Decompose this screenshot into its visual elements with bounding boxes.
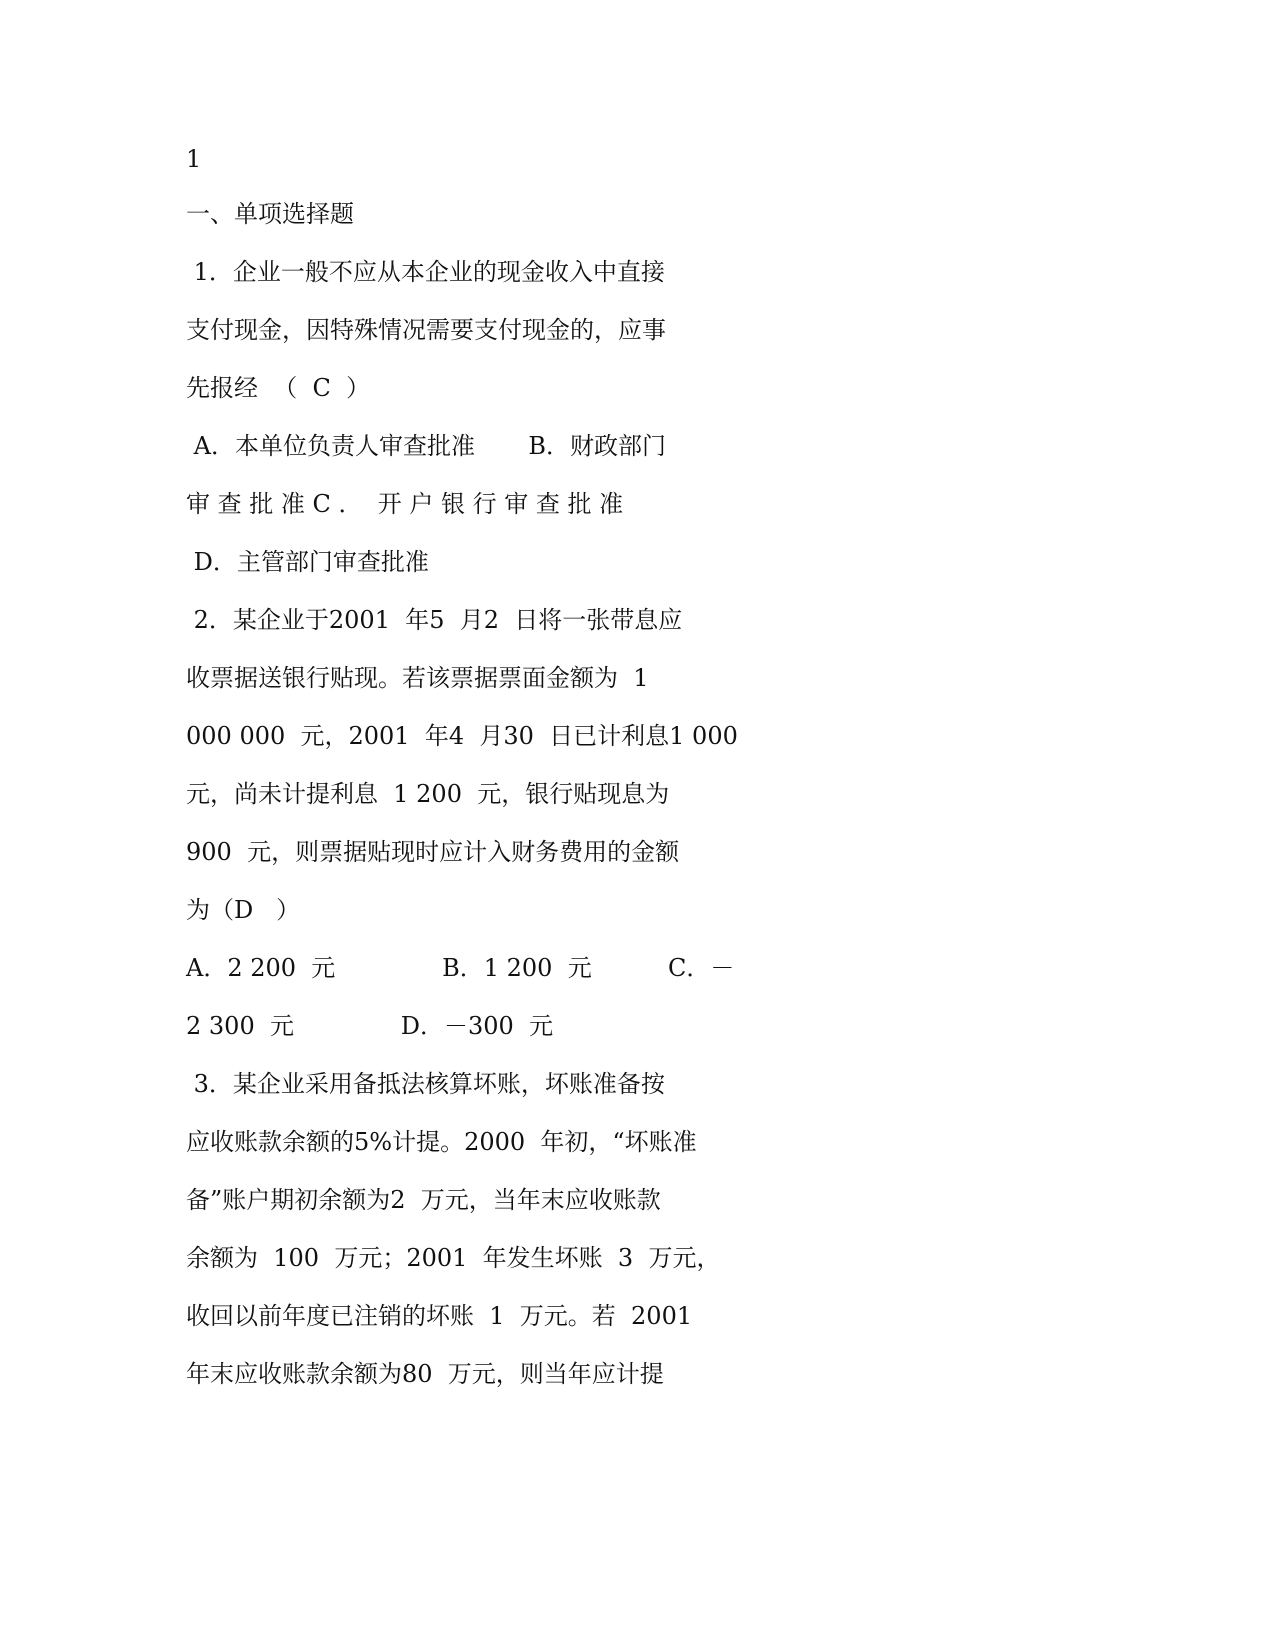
page-number: 1 <box>186 145 202 173</box>
text-line: 元，尚未计提利息 1 200 元，银行贴现息为 <box>186 780 670 808</box>
text-line: 先报经 （ C ） <box>186 374 371 402</box>
text-line: 为（D ） <box>186 896 301 924</box>
text-line: 000 000 元，2001 年4 月30 日已计利息1 000 <box>186 722 738 750</box>
text-line: 2．某企业于2001 年5 月2 日将一张带息应 <box>186 606 683 634</box>
text-line: 收回以前年度已注销的坏账 1 万元。若 2001 <box>186 1302 693 1330</box>
text-line: 900 元，则票据贴现时应计入财务费用的金额 <box>186 838 680 866</box>
text-line: 支付现金，因特殊情况需要支付现金的，应事 <box>186 316 666 344</box>
text-line: 审 查 批 准 C ． 开 户 银 行 审 查 批 准 <box>186 490 624 518</box>
text-line: 年末应收账款余额为80 万元，则当年应计提 <box>186 1360 664 1388</box>
text-line: 应收账款余额的5%计提。2000 年初，“坏账准 <box>186 1128 697 1156</box>
text-line: D．主管部门审查批准 <box>186 548 429 576</box>
text-line: A．本单位负责人审查批准 B．财政部门 <box>186 432 666 460</box>
text-line: 收票据送银行贴现。若该票据票面金额为 1 <box>186 664 649 692</box>
text-line: 1．企业一般不应从本企业的现金收入中直接 <box>186 258 665 286</box>
text-line: 2 300 元 D．－300 元 <box>186 1012 554 1040</box>
text-line: 备”账户期初余额为2 万元，当年末应收账款 <box>186 1186 661 1214</box>
text-line: A．2 200 元 B．1 200 元 C．－ <box>186 954 735 982</box>
text-line: 3．某企业采用备抵法核算坏账，坏账准备按 <box>186 1070 665 1098</box>
text-line: 余额为 100 万元；2001 年发生坏账 3 万元， <box>186 1244 721 1272</box>
section-heading: 一、单项选择题 <box>186 200 354 228</box>
